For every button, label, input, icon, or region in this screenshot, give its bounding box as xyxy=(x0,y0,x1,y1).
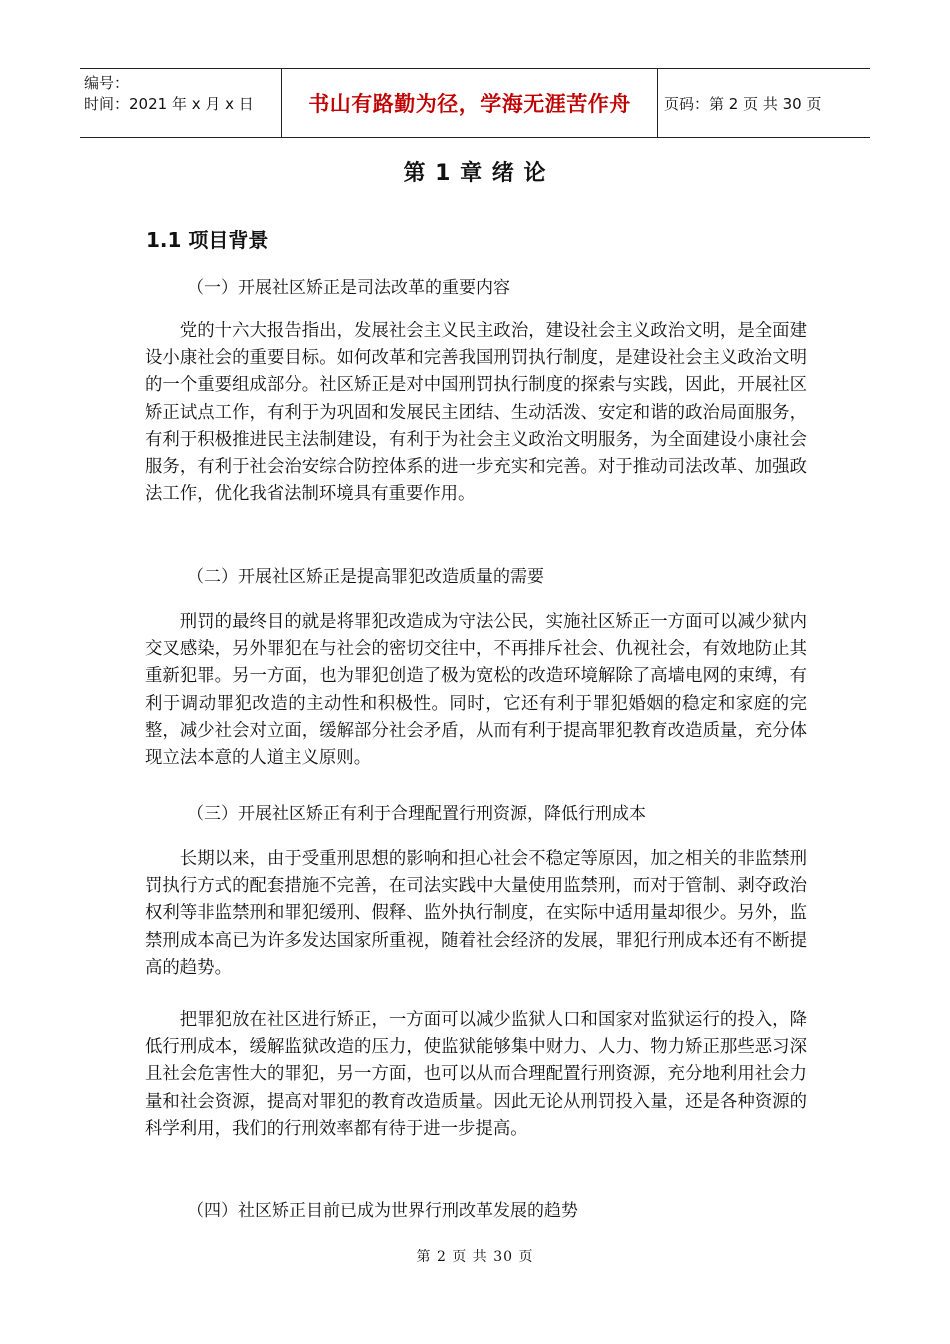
subheading-3: （三）开展社区矫正有利于合理配置行刑资源，降低行刑成本 xyxy=(187,804,646,824)
paragraph-3: 长期以来，由于受重刑思想的影响和担心社会不稳定等原因，加之相关的非监禁刑罚执行方式的配套措施不完善，在司法实践中大量使用监禁刑，而对于管制、剥夺政治权利等非监禁刑和罪犯缓刑、假释、监外执行制度，在实际中适用量却很少。另外，监禁刑成本高已为许多发达国家所重视，随着社会经济的发展，罪犯行刑成本还有不断提高的趋势。 xyxy=(145,849,807,978)
page-header xyxy=(80,68,870,138)
chapter-title: 第 1 章 绪 论 xyxy=(403,161,547,186)
header-motto-cell xyxy=(282,69,658,137)
header-time-label: 时间：2021 年 x 月 x 日 xyxy=(84,95,254,113)
paragraph-1: 党的十六大报告指出，发展社会主义民主政治，建设社会主义政治文明，是全面建设小康社会的重要目标。如何改革和完善我国刑罚执行制度，是建设社会主义政治文明的一个重要组成部分。社区矫正是对中国刑罚执行制度的探索与实践，因此，开展社区矫正试点工作，有利于为巩固和发展民主团结、生动活泼、安定和谐的政治局面服务，有利于积极推进民主法制建设，有利于为社会主义政治文明服务，为全面建设小康社会服务，有利于社会治安综合防控体系的进一步充实和完善。对于推动司法改革、加强政法工作，优化我省法制环境具有重要作用。 xyxy=(145,321,807,505)
subheading-1: （一）开展社区矫正是司法改革的重要内容 xyxy=(187,278,510,298)
header-page-info: 页码：第 2 页 共 30 页 xyxy=(664,94,822,113)
header-motto: 书山有路勤为径，学海无涯苦作舟 xyxy=(308,92,631,116)
subheading-4: （四）社区矫正目前已成为世界行刑改革发展的趋势 xyxy=(187,1201,578,1221)
paragraph-4: 把罪犯放在社区进行矫正，一方面可以减少监狱人口和国家对监狱运行的投入，降低行刑成本，缓解监狱改造的压力，使监狱能够集中财力、人力、物力矫正那些恶习深且社会危害性大的罪犯，另一方面，也可以从而合理配置行刑资源，充分地利用社会力量和社会资源，提高对罪犯的教育改造质量。因此无论从刑罚投入量，还是各种资源的科学利用，我们的行刑效率都有待于进一步提高。 xyxy=(145,1010,807,1139)
paragraph-2: 刑罚的最终目的就是将罪犯改造成为守法公民，实施社区矫正一方面可以减少狱内交叉感染，另外罪犯在与社会的密切交往中，不再排斥社会、仇视社会，有效地防止其重新犯罪。另一方面，也为罪犯创造了极为宽松的改造环境解除了高墙电网的束缚，有利于调动罪犯改造的主动性和积极性。同时，它还有利于罪犯婚姻的稳定和家庭的完整，减少社会对立面，缓解部分社会矛盾，从而有利于提高罪犯教育改造质量，充分体现立法本意的人道主义原则。 xyxy=(145,612,807,769)
header-number-label: 编号： xyxy=(84,74,130,92)
header-meta xyxy=(80,69,282,137)
page-footer: 第 2 页 共 30 页 xyxy=(416,1249,534,1265)
section-title: 1.1 项目背景 xyxy=(146,228,269,252)
subheading-2: （二）开展社区矫正是提高罪犯改造质量的需要 xyxy=(187,567,544,587)
